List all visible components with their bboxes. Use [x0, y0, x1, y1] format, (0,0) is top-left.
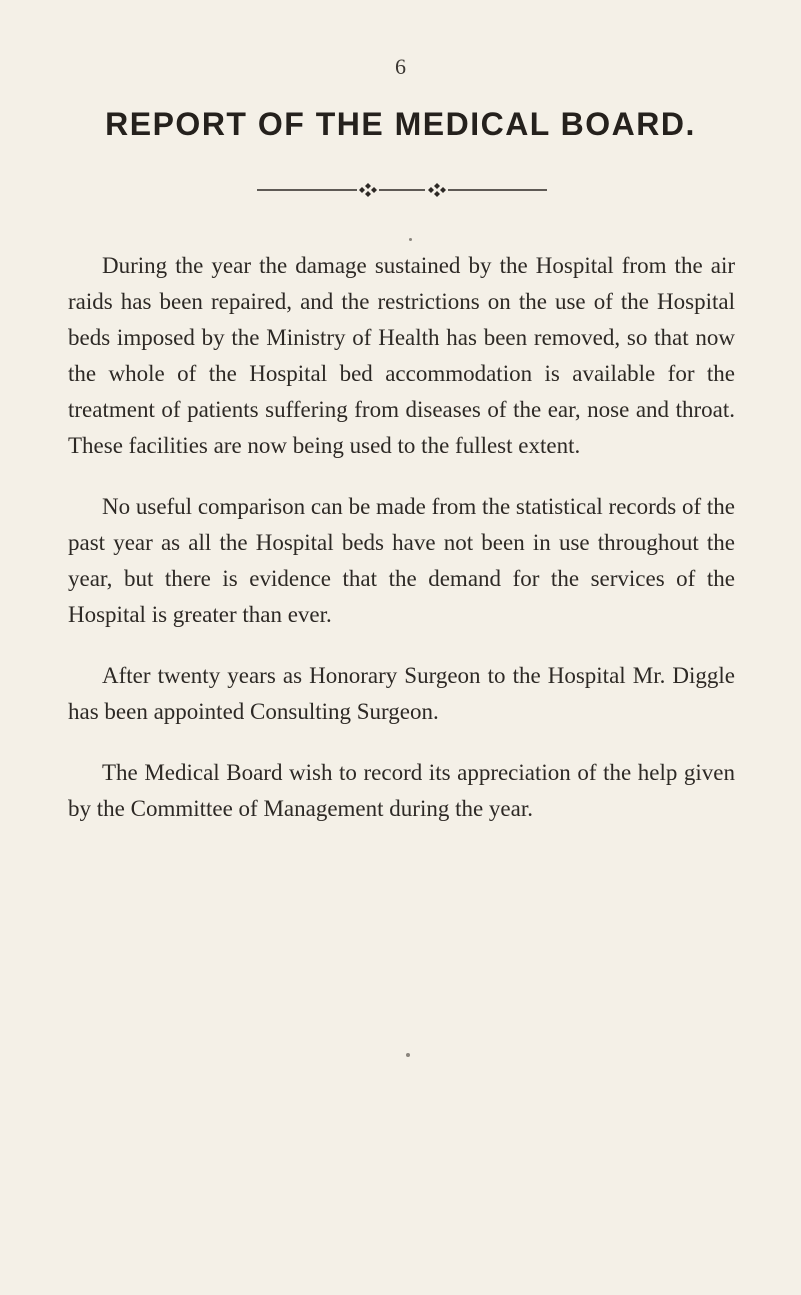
- diamond-cluster-divider-icon: [257, 180, 547, 200]
- report-body: [68, 248, 735, 827]
- page-title: REPORT OF THE MEDICAL BOARD.: [105, 106, 696, 142]
- paper-speck: [409, 238, 412, 241]
- paragraph-statistical-records: No useful comparison can be made from the statistical records of the past year as all the Hospital beds have not been in use throughout the year, but there is evidence that the demand for the services of the Hospital is greater than ever.: [68, 494, 735, 627]
- paragraph-appreciation: The Medical Board wish to record its appreciation of the help given by the Committee of Management during the year.: [68, 760, 735, 821]
- paragraph-consulting-surgeon: After twenty years as Honorary Surgeon to the Hospital Mr. Diggle has been appointed Consulting Surgeon.: [68, 663, 735, 724]
- paper-speck: [406, 1053, 410, 1057]
- page-number: 6: [395, 54, 406, 79]
- paragraph-air-raid-repairs: During the year the damage sustained by the Hospital from the air raids has been repaired, and the restrictions on the use of the Hospital beds imposed by the Ministry of Health has been removed, so that now the whole of the Hospital bed accommodation is available for the treatment of patients suffering from diseases of the ear, nose and throat. These facilities are now being used to the fullest extent.: [68, 253, 735, 458]
